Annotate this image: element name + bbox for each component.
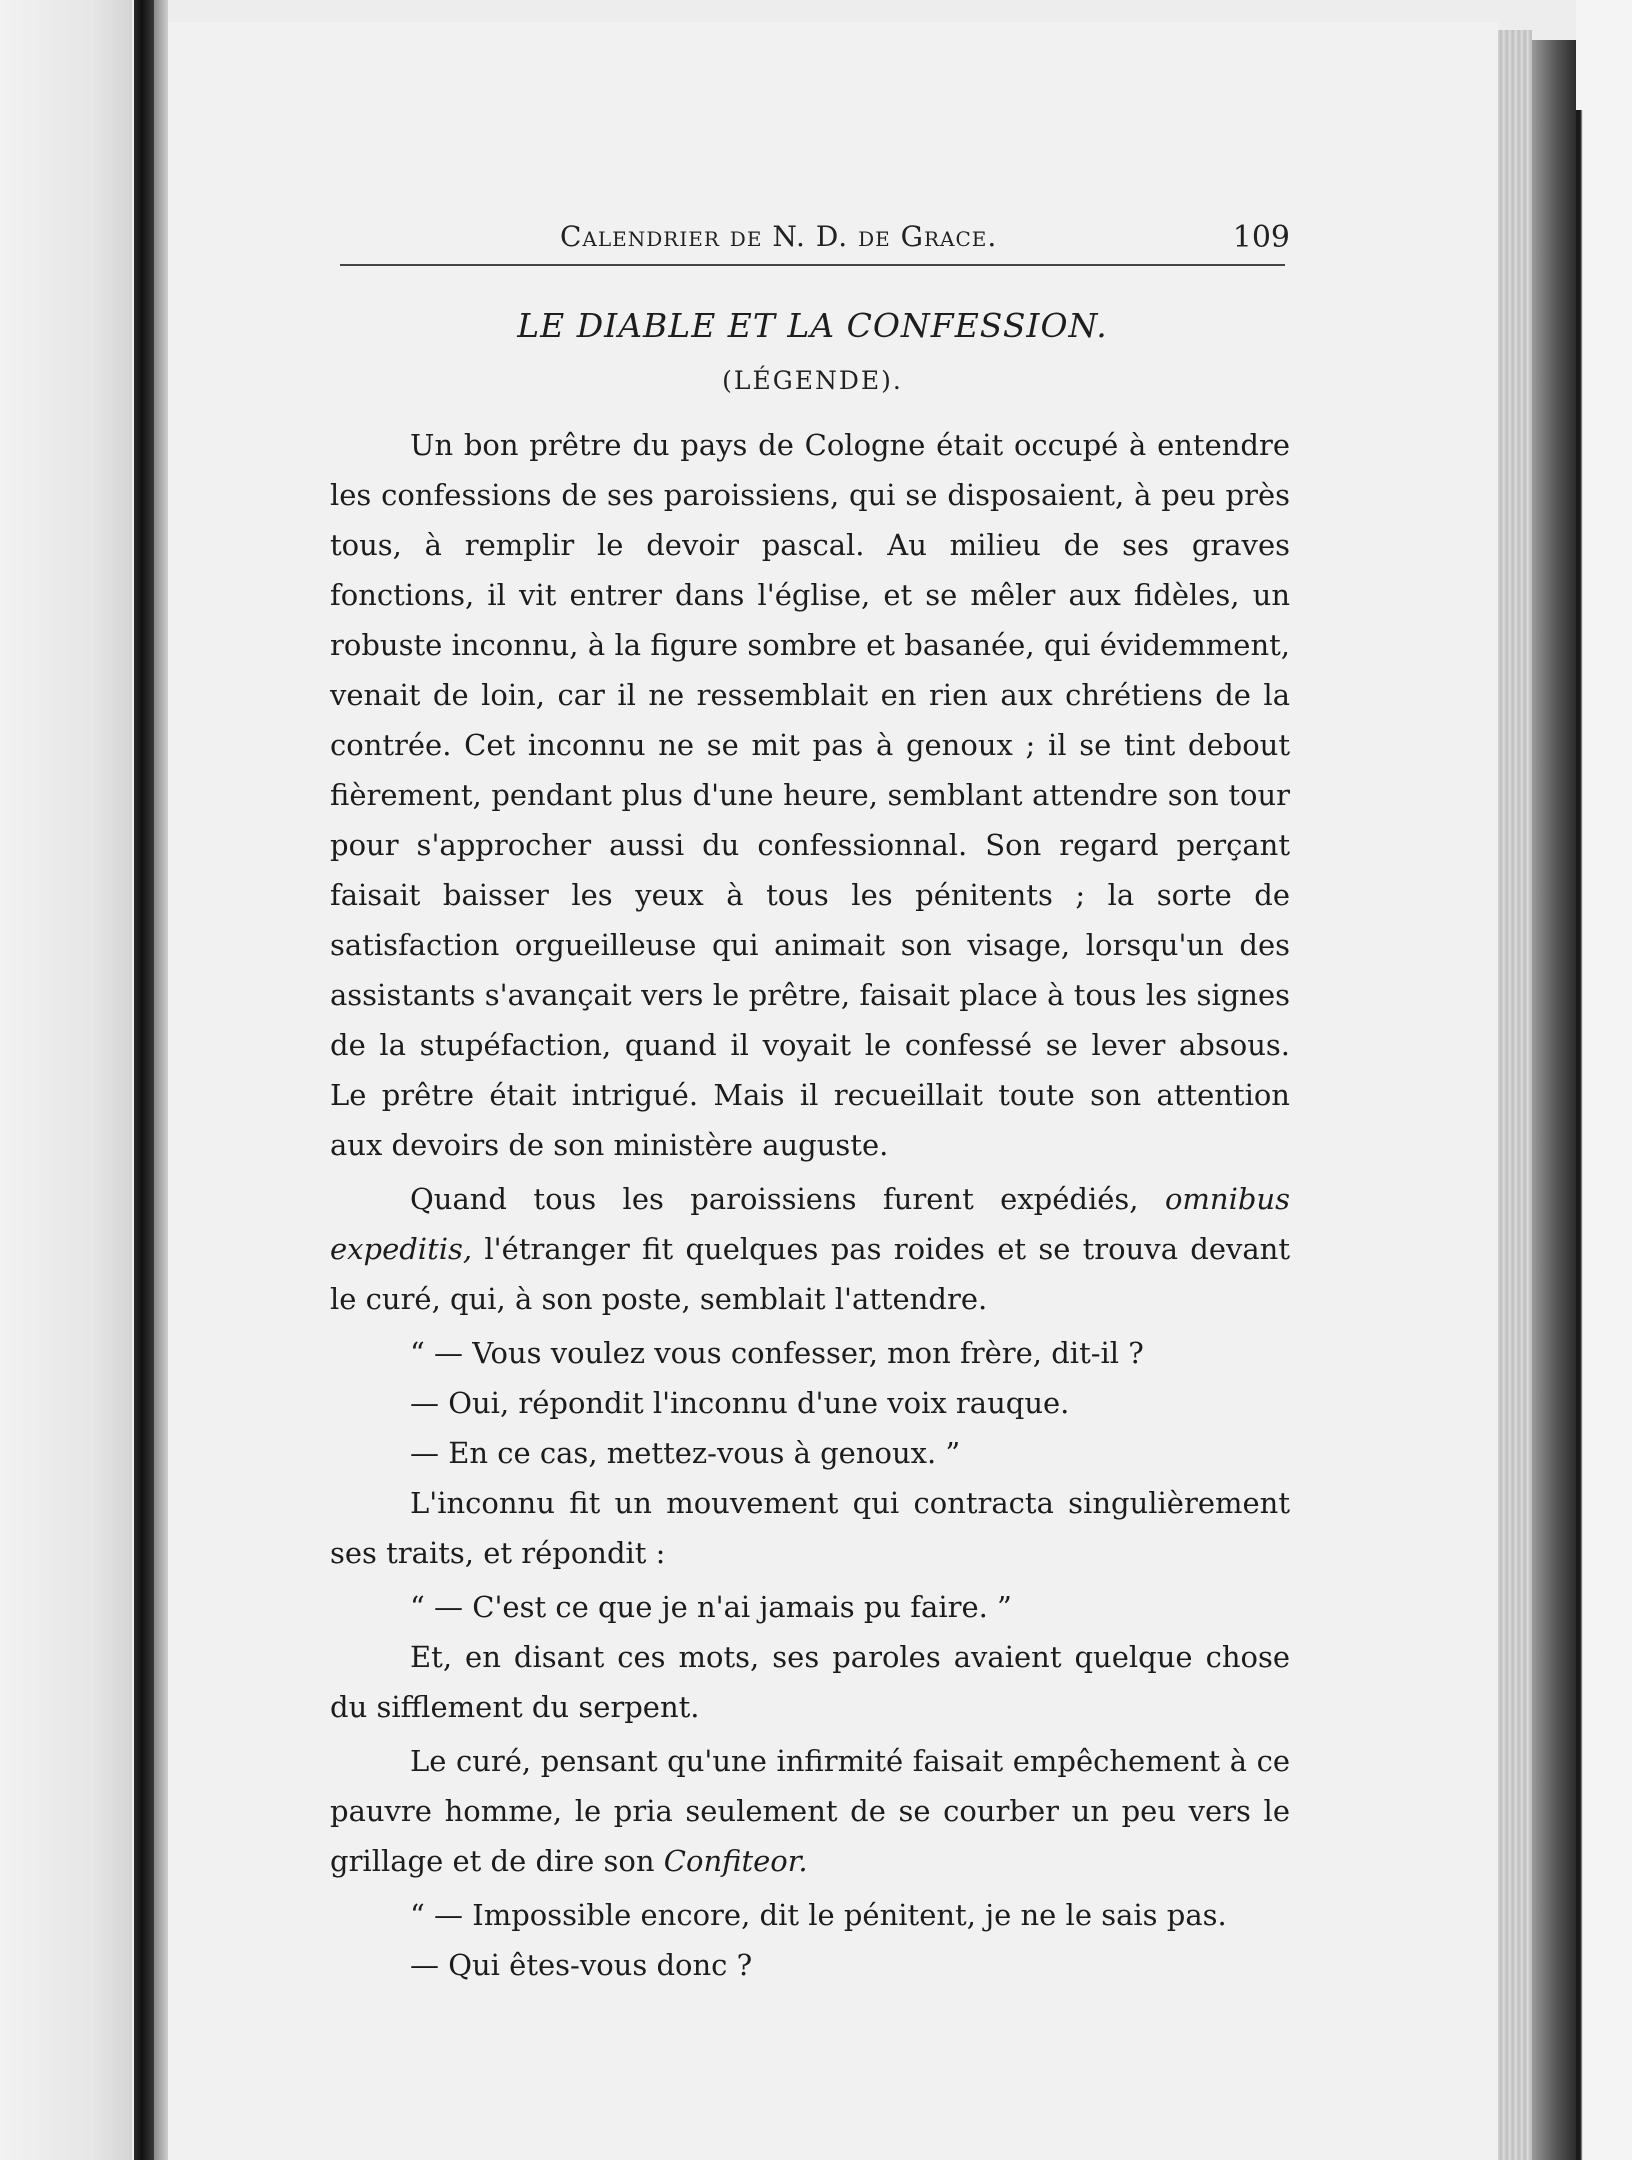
running-head <box>340 220 1290 270</box>
paragraph-2-end: l'étranger fit quelques pas roides et se trouva devant le curé, qui, à son poste, semblait l'attendre. <box>330 1232 1290 1316</box>
book-cover-edge <box>1532 40 1576 2160</box>
paragraph-1: Un bon prêtre du pays de Cologne était occupé à entendre les confessions de ses paroissiens, qui se disposaient, à peu près tous, à remplir le devoir pascal. Au milieu de ses graves fonctions, il vit entrer dans l'église, et se mêler aux fidèles, un robuste inconnu, à la figure sombre et basanée, qui évidemment, venait de loin, car il ne ressemblait en rien aux chrétiens de la contrée. Cet inconnu ne se mit pas à genoux ; il se tint debout fièrement, pendant plus d'une heure, semblant attendre son tour pour s'approcher aussi du confessionnal. Son regard perçant faisait baisser les yeux à tous les pénitents ; la sorte de satisfaction orgueilleuse qui animait son visage, lorsqu'un des assistants s'avançait vers le prêtre, faisait place à tous les signes de la stupéfaction, quand il voyait le confessé se lever absous. Le prêtre était intrigué. Mais il recueillait toute son attention aux devoirs de son ministère auguste. <box>330 428 1290 1162</box>
background-corner <box>1576 0 1632 110</box>
paragraph-5 <box>330 1736 1290 1886</box>
dialogue-line-2: — Oui, répondit l'inconnu d'une voix rauque. <box>410 1386 1070 1420</box>
book-gutter <box>134 0 154 2160</box>
dialogue-line-5: “ — Impossible encore, dit le pénitent, je ne le sais pas. <box>410 1898 1227 1932</box>
chapter-title: LE DIABLE ET LA CONFESSION. <box>517 306 1108 345</box>
page-number: 109 <box>1232 220 1290 255</box>
running-head-title: Calendrier de N. D. de Grace. <box>560 220 998 253</box>
facing-page-edge <box>0 0 132 2160</box>
dialogue-line-3: — En ce cas, mettez-vous à genoux. ” <box>410 1436 961 1470</box>
page-stack-edge <box>1498 30 1532 2160</box>
latin-phrase: omnibus expeditis, <box>330 1182 1290 1266</box>
paragraph-5-start: Le curé, pensant qu'une infirmité faisait empêchement à ce pauvre homme, le pria seulement de se courber un peu vers le grillage et de dire son <box>330 1744 1290 1878</box>
paragraph-2-start: Quand tous les paroissiens furent expédiés, <box>410 1182 1165 1216</box>
dialogue-line-6: — Qui êtes-vous donc ? <box>410 1948 753 1982</box>
dialogue-line-4: “ — C'est ce que je n'ai jamais pu faire. ” <box>410 1590 1012 1624</box>
paragraph-4: Et, en disant ces mots, ses paroles avaient quelque chose du sifflement du serpent. <box>330 1640 1290 1724</box>
body-text <box>330 420 1290 1990</box>
background-edge <box>1576 110 1632 2160</box>
chapter-subtitle: (LÉGENDE). <box>722 366 903 395</box>
dialogue-line-1: “ — Vous voulez vous confesser, mon frère, dit-il ? <box>410 1336 1144 1370</box>
confiteor-word: Confiteor. <box>663 1844 808 1878</box>
paragraph-2 <box>330 1174 1290 1324</box>
header-rule <box>340 264 1285 266</box>
paragraph-3: L'inconnu fit un mouvement qui contracta singulièrement ses traits, et répondit : <box>330 1486 1290 1570</box>
gutter-shadow <box>154 0 168 2160</box>
